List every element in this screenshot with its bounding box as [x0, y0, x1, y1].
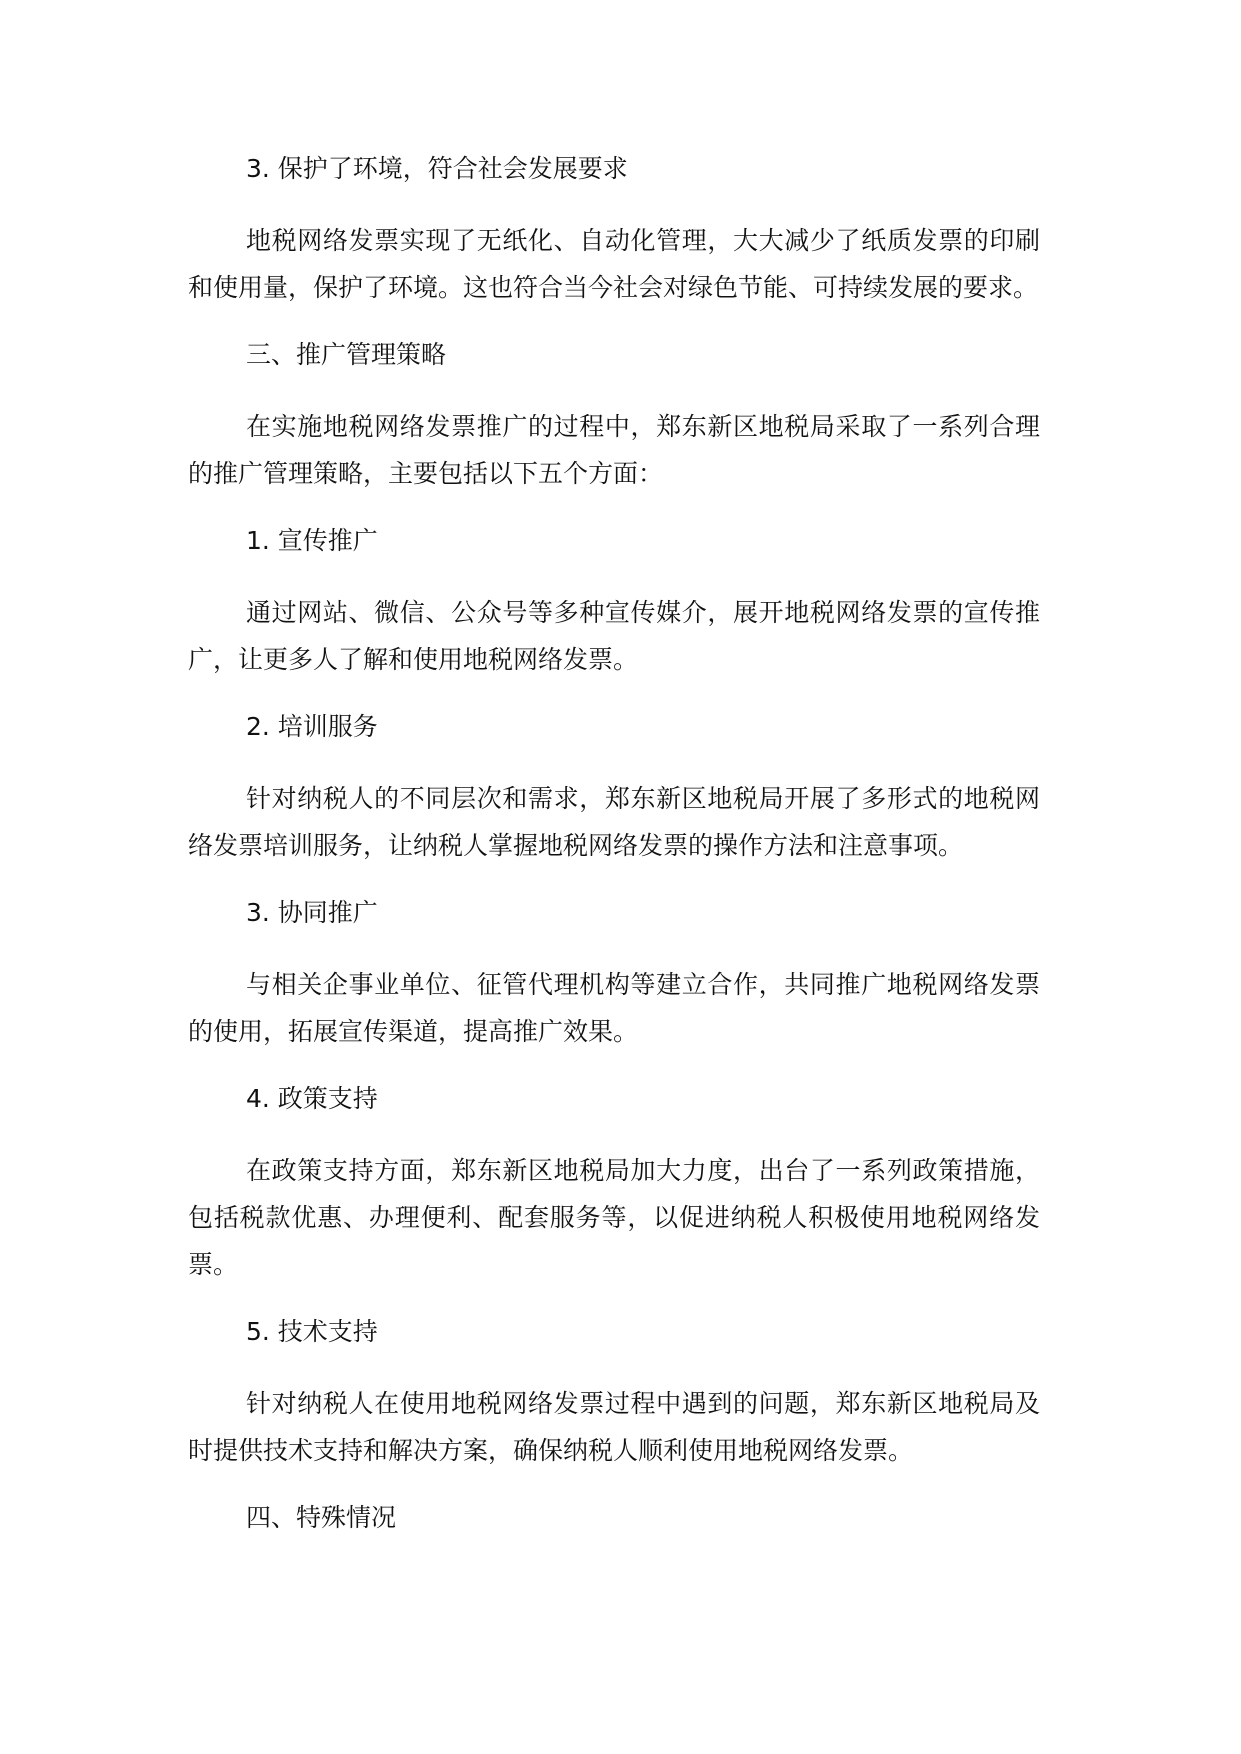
section-heading-technical: 5. 技术支持 [246, 1317, 378, 1346]
paragraph-policy: 在政策支持方面，郑东新区地税局加大力度，出台了一系列政策措施，包括税款优惠、办理便利、配套服务等，以促进纳税人积极使用地税网络发票。 [188, 1156, 1040, 1279]
section-heading-cooperation: 3. 协同推广 [246, 898, 378, 927]
paragraph-cooperation: 与相关企事业单位、征管代理机构等建立合作，共同推广地税网络发票的使用，拓展宣传渠道，提高推广效果。 [188, 970, 1040, 1046]
section-heading-strategy: 三、推广管理策略 [246, 340, 447, 369]
paragraph-strategy-intro: 在实施地税网络发票推广的过程中，郑东新区地税局采取了一系列合理的推广管理策略，主要包括以下五个方面： [188, 412, 1040, 488]
section-heading-publicity: 1. 宣传推广 [246, 526, 378, 555]
section-heading-training: 2. 培训服务 [246, 712, 378, 741]
document-body [188, 153, 1040, 1534]
section-heading-special-cases: 四、特殊情况 [246, 1503, 397, 1532]
section-heading-policy: 4. 政策支持 [246, 1084, 378, 1113]
paragraph-training: 针对纳税人的不同层次和需求，郑东新区地税局开展了多形式的地税网络发票培训服务，让纳税人掌握地税网络发票的操作方法和注意事项。 [188, 784, 1040, 860]
paragraph-technical: 针对纳税人在使用地税网络发票过程中遇到的问题，郑东新区地税局及时提供技术支持和解决方案，确保纳税人顺利使用地税网络发票。 [188, 1389, 1040, 1465]
paragraph-environment: 地税网络发票实现了无纸化、自动化管理，大大减少了纸质发票的印刷和使用量，保护了环境。这也符合当今社会对绿色节能、可持续发展的要求。 [188, 226, 1040, 302]
paragraph-publicity: 通过网站、微信、公众号等多种宣传媒介，展开地税网络发票的宣传推广，让更多人了解和使用地税网络发票。 [188, 598, 1040, 674]
section-heading-environment: 3. 保护了环境，符合社会发展要求 [246, 154, 628, 183]
